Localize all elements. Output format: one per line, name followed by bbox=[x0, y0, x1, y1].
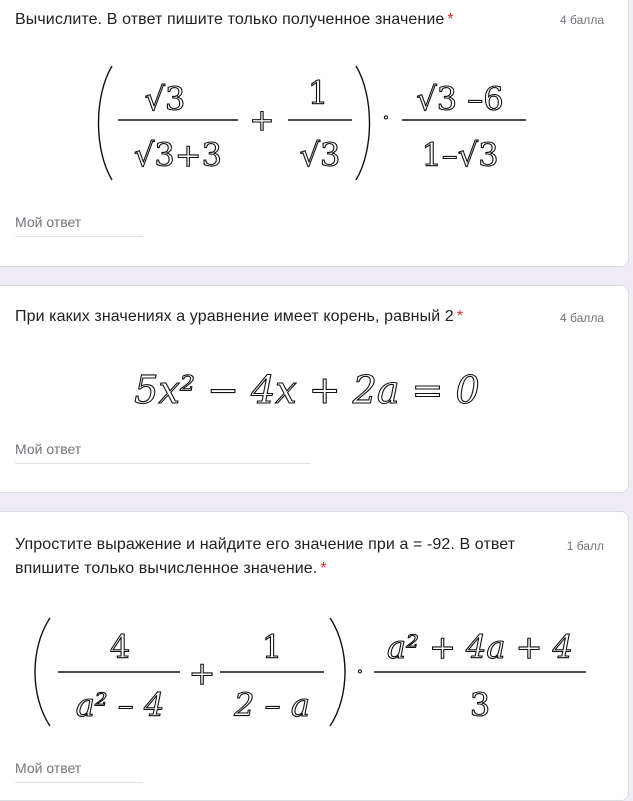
formula-frac1-num: 4 bbox=[109, 628, 131, 666]
formula-frac1-num: √3 bbox=[144, 80, 186, 118]
question-text: впишите только вычисленное значение. bbox=[15, 560, 318, 577]
question-title bbox=[15, 305, 463, 329]
question-card-1 bbox=[0, 0, 629, 267]
question-points: 1 балл bbox=[566, 539, 604, 553]
question-points: 4 балла bbox=[560, 13, 604, 27]
formula-frac3-den: 3 bbox=[469, 686, 491, 724]
question-text: Вычислите. В ответ пишите только полученное значение bbox=[15, 11, 445, 28]
answer-input[interactable]: Мой ответ bbox=[15, 760, 143, 783]
question-card-3 bbox=[0, 511, 629, 801]
question-title bbox=[15, 8, 454, 32]
formula-frac2-den: √3 bbox=[299, 136, 341, 174]
question-text-line1: Упростите выражение и найдите его значение при а = -92. В ответ bbox=[15, 536, 516, 553]
formula-plus: + bbox=[249, 103, 275, 138]
required-asterisk: * bbox=[320, 560, 327, 577]
formula-frac2-den: 2 – a bbox=[234, 686, 310, 724]
required-asterisk: * bbox=[456, 308, 464, 325]
formula-frac1-den: √3+3 bbox=[134, 136, 222, 174]
formula-image-1 bbox=[90, 58, 550, 188]
formula-frac3-num: √3 –6 bbox=[416, 80, 504, 118]
formula-dot: · bbox=[356, 658, 364, 686]
question-text-line2 bbox=[15, 557, 515, 581]
formula-frac1-den: a² – 4 bbox=[75, 686, 165, 724]
formula-frac2-num: 1 bbox=[261, 628, 283, 666]
formula-frac2-num: 1 bbox=[307, 74, 329, 112]
answer-input[interactable]: Мой ответ bbox=[15, 214, 143, 237]
formula-equation: 5x² − 4x + 2a = 0 bbox=[134, 368, 480, 412]
formula-frac3-num: a² + 4a + 4 bbox=[386, 628, 574, 666]
question-title bbox=[15, 533, 515, 581]
question-card-2 bbox=[0, 285, 629, 493]
formula-image-2 bbox=[112, 361, 512, 421]
formula-plus: + bbox=[188, 654, 216, 692]
question-points: 4 балла bbox=[560, 311, 604, 325]
required-asterisk: * bbox=[447, 11, 454, 28]
formula-frac3-den: 1–√3 bbox=[421, 136, 499, 174]
answer-input[interactable]: Мой ответ bbox=[15, 441, 311, 464]
question-text: При каких значениях а уравнение имеет корень, равный 2 bbox=[15, 308, 454, 325]
formula-image-3 bbox=[24, 612, 604, 732]
formula-dot: · bbox=[382, 104, 390, 132]
